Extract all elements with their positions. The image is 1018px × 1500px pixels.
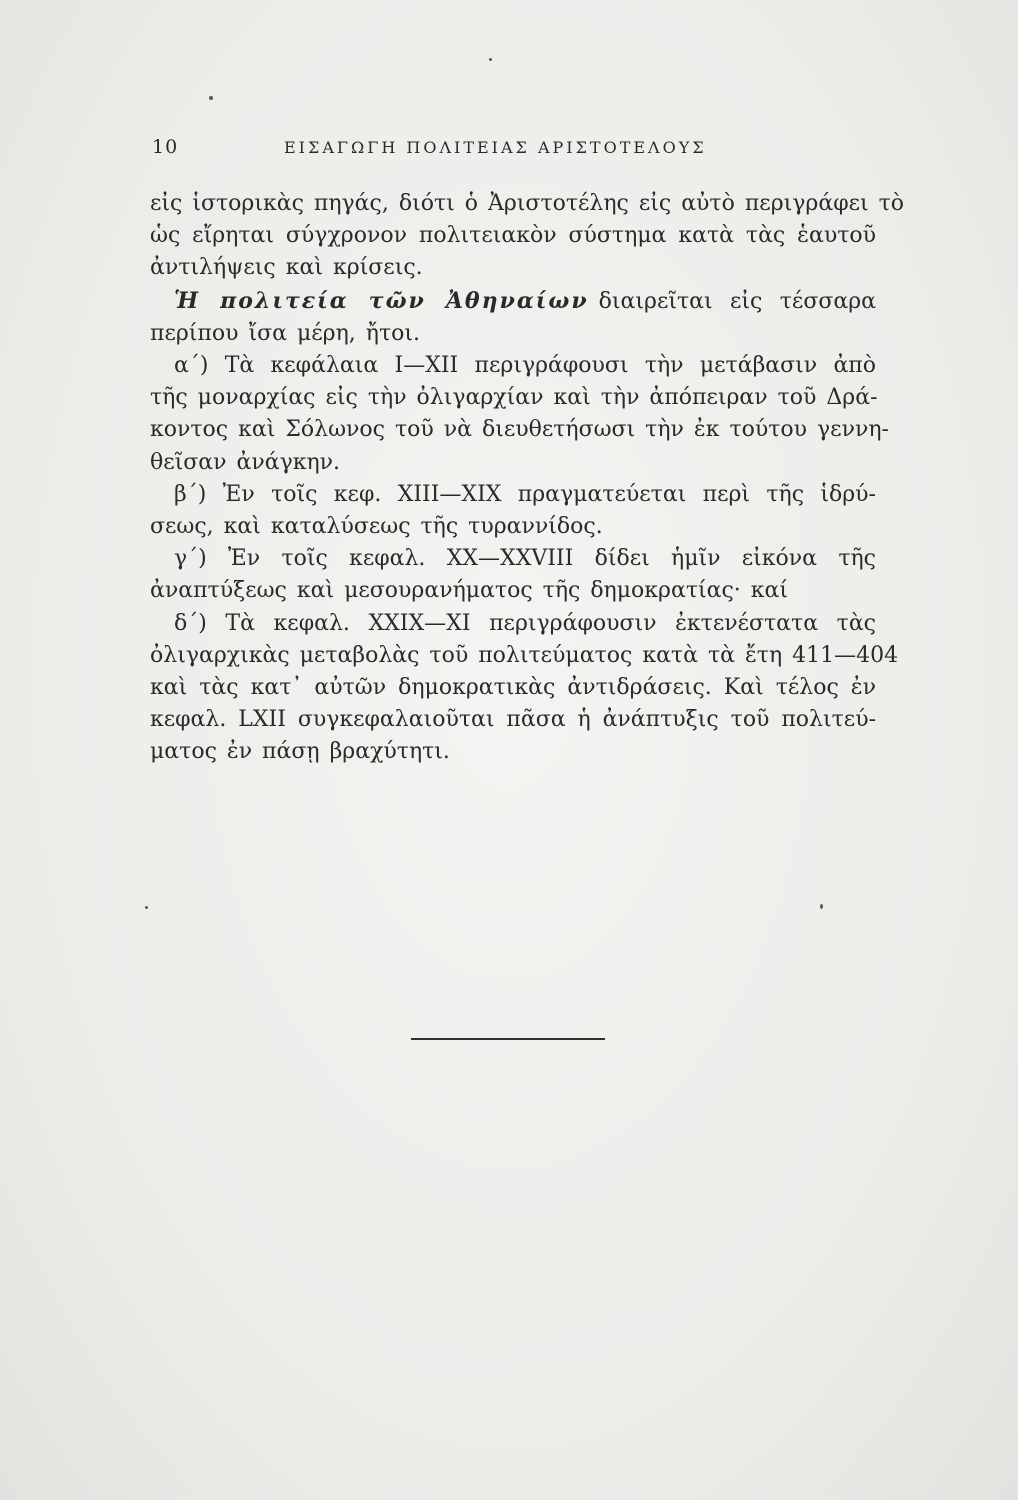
running-title: ΕΙΣΑΓΩΓΗ ΠΟΛΙΤΕΙΑΣ ΑΡΙΣΤΟΤΕΛΟΥΣ	[284, 138, 707, 157]
work-title: Ἡ πολιτεία τῶν Ἀθηναίων	[174, 287, 589, 314]
paper-speck	[145, 906, 148, 909]
text-line: ὡς εἴρηται σύγχρονον πολιτειακὸν σύστημα κατὰ τὰς ἑαυτοῦ	[150, 223, 876, 249]
text-line: ὀλιγαρχικὰς μεταβολὰς τοῦ πολιτεύματος κατὰ τὰ ἔτη 411—404	[150, 642, 899, 668]
text-line: γ΄) Ἐν τοῖς κεφαλ. XX—XXVIII δίδει ἡμῖν εἰκόνα τῆς	[174, 546, 876, 572]
text-line: θεῖσαν ἀνάγκην.	[150, 449, 341, 475]
running-header	[152, 136, 872, 166]
section-end-rule	[411, 1038, 605, 1040]
text-line: κοντος καὶ Σόλωνος τοῦ νὰ διευθετήσωσι τὴν ἐκ τούτου γεννη-	[150, 417, 889, 443]
text-line: τῆς μοναρχίας εἰς τὴν ὀλιγαρχίαν καὶ τὴν ἀπόπειραν τοῦ Δρά-	[150, 385, 878, 411]
paper-speck	[489, 58, 492, 61]
text-line: ματος ἐν πάσῃ βραχύτητι.	[150, 739, 450, 765]
page-number: 10	[152, 136, 179, 158]
paper-speck	[820, 904, 823, 909]
text-line: ἀντιλήψεις καὶ κρίσεις.	[150, 255, 423, 281]
text-line: β΄) Ἐν τοῖς κεφ. XIII—XIX πραγματεύεται περὶ τῆς ἱδρύ-	[174, 481, 876, 507]
text-line: καὶ τὰς κατ᾽ αὐτῶν δημοκρατικὰς ἀντιδράσεις. Καὶ τέλος ἐν	[150, 675, 876, 701]
text-line: ἀναπτύξεως καὶ μεσουρανήματος τῆς δημοκρατίας· καί	[150, 578, 789, 604]
text-line: εἰς ἱστορικὰς πηγάς, διότι ὁ Ἀριστοτέλης εἰς αὐτὸ περιγράφει τὸ	[150, 191, 905, 216]
text-line: σεως, καὶ καταλύσεως τῆς τυραννίδος.	[150, 514, 603, 540]
text-line: περίπου ἴσα μέρη, ἤτοι.	[150, 320, 420, 346]
text-line: κεφαλ. LXII συγκεφαλαιοῦται πᾶσα ἡ ἀνάπτυξις τοῦ πολιτεύ-	[150, 707, 876, 733]
text-fragment: διαιρεῖται εἰς τέσσαρα	[598, 288, 876, 314]
text-line: δ΄) Τὰ κεφαλ. XXIX—XI περιγράφουσιν ἐκτενέστατα τὰς	[174, 610, 876, 636]
text-line: α΄) Τὰ κεφάλαια I—XII περιγράφουσι τὴν μετάβασιν ἀπὸ	[174, 353, 876, 379]
paper-speck	[209, 96, 213, 100]
body-text	[150, 188, 905, 769]
text-line-with-title	[150, 285, 876, 318]
